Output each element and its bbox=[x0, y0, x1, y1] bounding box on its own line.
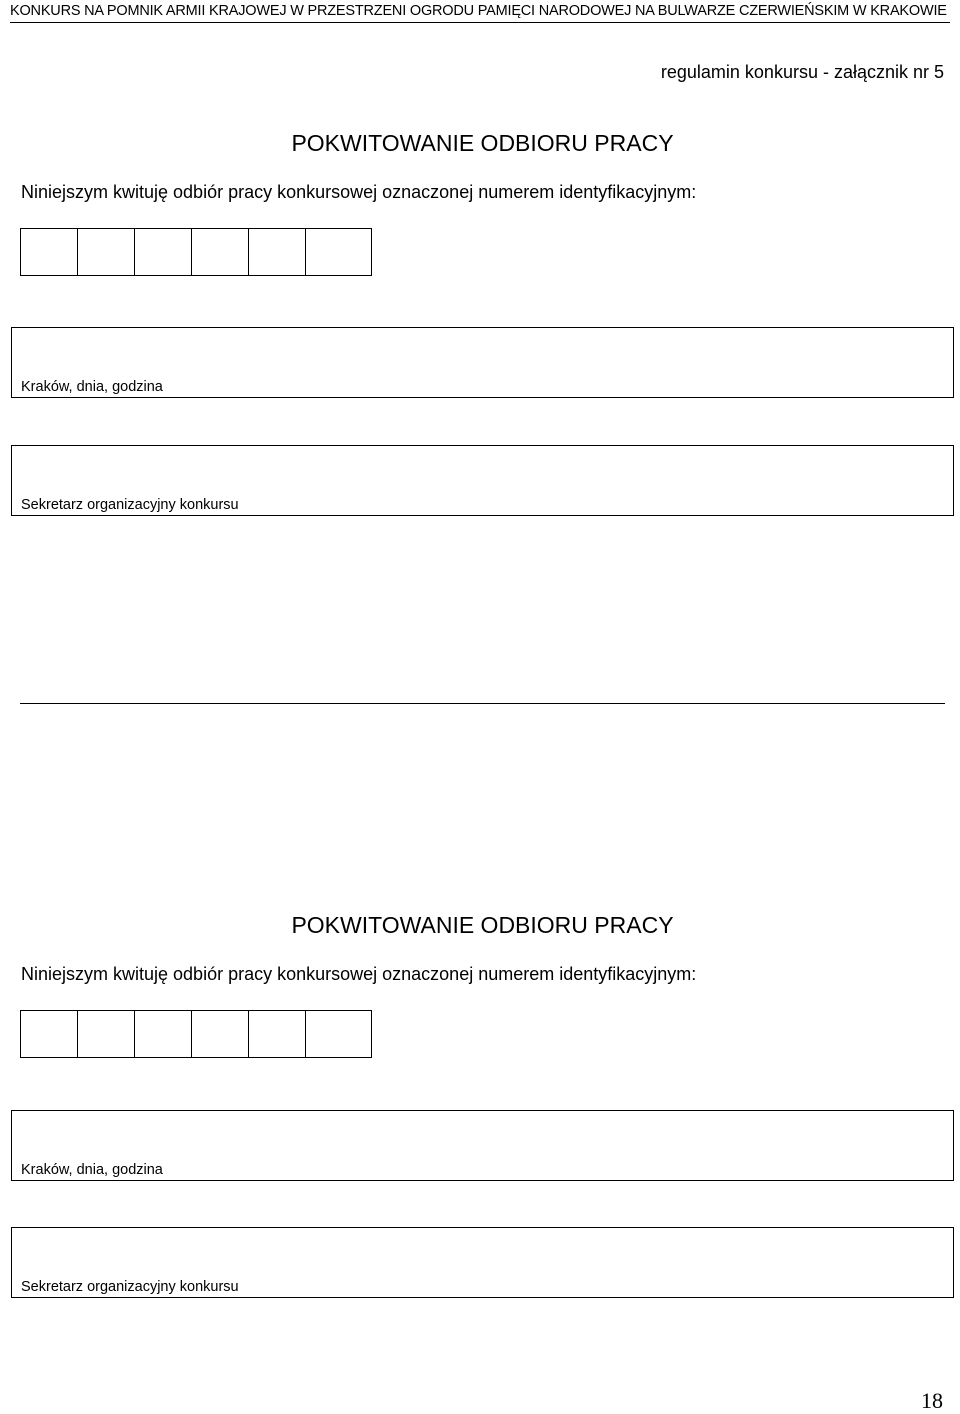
header-divider bbox=[10, 22, 950, 23]
id-digit-box[interactable] bbox=[306, 1011, 372, 1057]
id-digit-box[interactable] bbox=[135, 1011, 192, 1057]
id-digit-box[interactable] bbox=[78, 1011, 135, 1057]
form-1-signature-field[interactable] bbox=[11, 445, 954, 516]
form-1-id-number-grid bbox=[20, 228, 372, 276]
signature-field-label: Sekretarz organizacyjny konkursu bbox=[21, 497, 239, 513]
id-digit-box[interactable] bbox=[21, 1011, 78, 1057]
form-2-signature-field[interactable] bbox=[11, 1227, 954, 1298]
id-digit-box[interactable] bbox=[135, 229, 192, 275]
page-number: 18 bbox=[921, 1388, 943, 1413]
form-2-id-number-grid bbox=[20, 1010, 372, 1058]
form-1-title: POKWITOWANIE ODBIORU PRACY bbox=[291, 130, 674, 156]
id-digit-box[interactable] bbox=[21, 229, 78, 275]
id-digit-box[interactable] bbox=[249, 229, 306, 275]
cut-line-divider bbox=[20, 703, 945, 704]
id-digit-box[interactable] bbox=[192, 229, 249, 275]
date-field-label: Kraków, dnia, godzina bbox=[21, 379, 163, 395]
date-field-label: Kraków, dnia, godzina bbox=[21, 1162, 163, 1178]
page-header-title: KONKURS NA POMNIK ARMII KRAJOWEJ W PRZESTRZENI OGRODU PAMIĘCI NARODOWEJ NA BULWARZE CZERWIEŃSKIM W KRAKOWIE bbox=[10, 3, 947, 19]
form-1-intro: Niniejszym kwituję odbiór pracy konkursowej oznaczonej numerem identyfikacyjnym: bbox=[21, 182, 697, 202]
id-digit-box[interactable] bbox=[249, 1011, 306, 1057]
document-reference: regulamin konkursu - załącznik nr 5 bbox=[660, 62, 944, 82]
id-digit-box[interactable] bbox=[306, 229, 372, 275]
form-2-date-field[interactable] bbox=[11, 1110, 954, 1181]
form-2-intro: Niniejszym kwituję odbiór pracy konkursowej oznaczonej numerem identyfikacyjnym: bbox=[21, 964, 697, 984]
id-digit-box[interactable] bbox=[192, 1011, 249, 1057]
form-2-title: POKWITOWANIE ODBIORU PRACY bbox=[291, 912, 674, 938]
form-1-date-field[interactable] bbox=[11, 327, 954, 398]
id-digit-box[interactable] bbox=[78, 229, 135, 275]
signature-field-label: Sekretarz organizacyjny konkursu bbox=[21, 1279, 239, 1295]
